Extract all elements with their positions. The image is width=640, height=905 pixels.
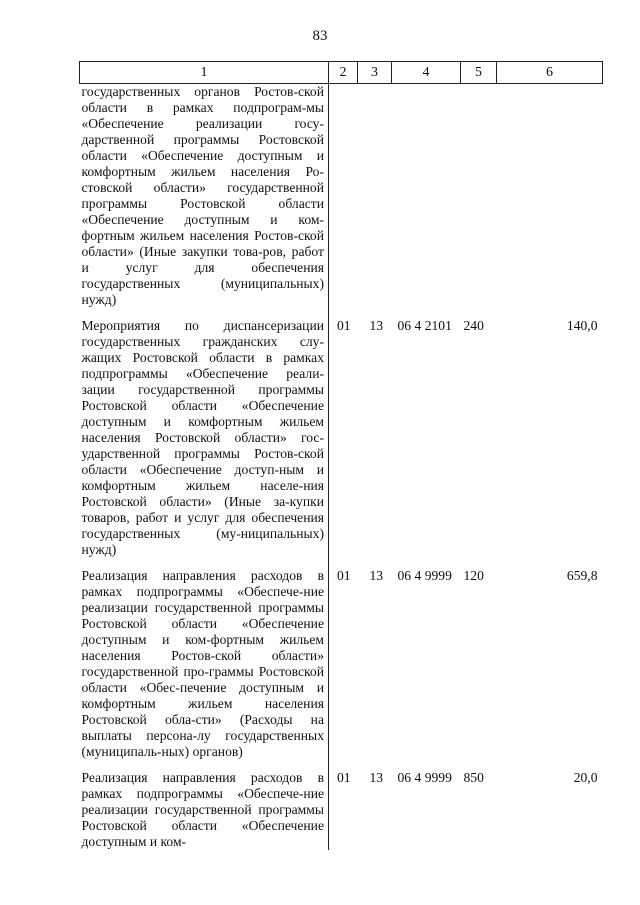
header-col-5: 5 <box>461 62 497 84</box>
table-header-row <box>80 62 603 84</box>
expense-type-code: 240 <box>463 318 484 333</box>
expense-type-code: 850 <box>463 770 484 785</box>
page-number: 83 <box>312 28 328 44</box>
target-article-code: 06 4 9999 <box>397 568 452 583</box>
table-row <box>80 770 603 850</box>
table-row <box>80 84 603 309</box>
table-row <box>80 318 603 558</box>
amount <box>497 84 603 309</box>
expense-type-code: 120 <box>463 568 484 583</box>
header-col-2: 2 <box>329 62 358 84</box>
row-description: государственных органов Ростов-ской области в рамках подпрограм-мы «Обеспечение реализации госу-дарственной программы Ростовской области «Обеспечение доступным и комфортным жильем населения Ро-стовской области» государственной программы Ростовской области «Обеспечение доступным и ком-фортным жильем населения Ростов-ской области» (Иные закупки това-ров, работ и услуг для обеспечения государственных (муниципальных) нужд) <box>80 84 329 309</box>
header-col-3: 3 <box>358 62 392 84</box>
subsection-code: 13 <box>369 568 384 583</box>
section-code: 01 <box>337 568 351 583</box>
header-col-1: 1 <box>80 62 329 84</box>
section-code: 01 <box>337 770 351 785</box>
section-code <box>329 84 358 309</box>
subsection-code <box>358 84 392 309</box>
subsection-code: 13 <box>369 318 384 333</box>
subsection-code: 13 <box>369 770 384 785</box>
table-row <box>80 568 603 760</box>
header-col-6: 6 <box>497 62 603 84</box>
row-description: Реализация направления расходов в рамках подпрограммы «Обеспече-ние реализации государственной программы Ростовской области «Обеспечение доступным и ком-фортным жильем населения Ростов-ской области» государственной про-граммы Ростовской области «Обес-печение доступным и комфортным жильем населения Ростовской обла-сти» (Расходы на выплаты персона-лу государственных (муниципаль-ных) органов) <box>80 568 329 760</box>
budget-table <box>79 61 603 850</box>
header-col-4: 4 <box>392 62 461 84</box>
expense-type-code <box>461 84 497 309</box>
amount: 659,8 <box>566 568 598 583</box>
amount: 140,0 <box>566 318 598 333</box>
target-article-code: 06 4 9999 <box>397 770 452 785</box>
amount: 20,0 <box>573 770 598 785</box>
row-description: Реализация направления расходов в рамках подпрограммы «Обеспече-ние реализации государственной программы Ростовской области «Обеспечение доступным и ком- <box>80 770 329 850</box>
target-article-code <box>392 84 461 309</box>
section-code: 01 <box>337 318 351 333</box>
row-description: Мероприятия по диспансеризации государственных гражданских слу-жащих Ростовской области в рамках подпрограммы «Обеспечение реали-зации государственной программы Ростовской области «Обеспечение доступным и комфортным жильем населения Ростовской области» гос-ударственной программы Ростов-ской области «Обеспечение доступ-ным и комфортным жильем населе-ния Ростовской области» (Иные за-купки товаров, работ и услуг для обеспечения государственных (му-ниципальных) нужд) <box>80 318 329 558</box>
target-article-code: 06 4 2101 <box>397 318 452 333</box>
